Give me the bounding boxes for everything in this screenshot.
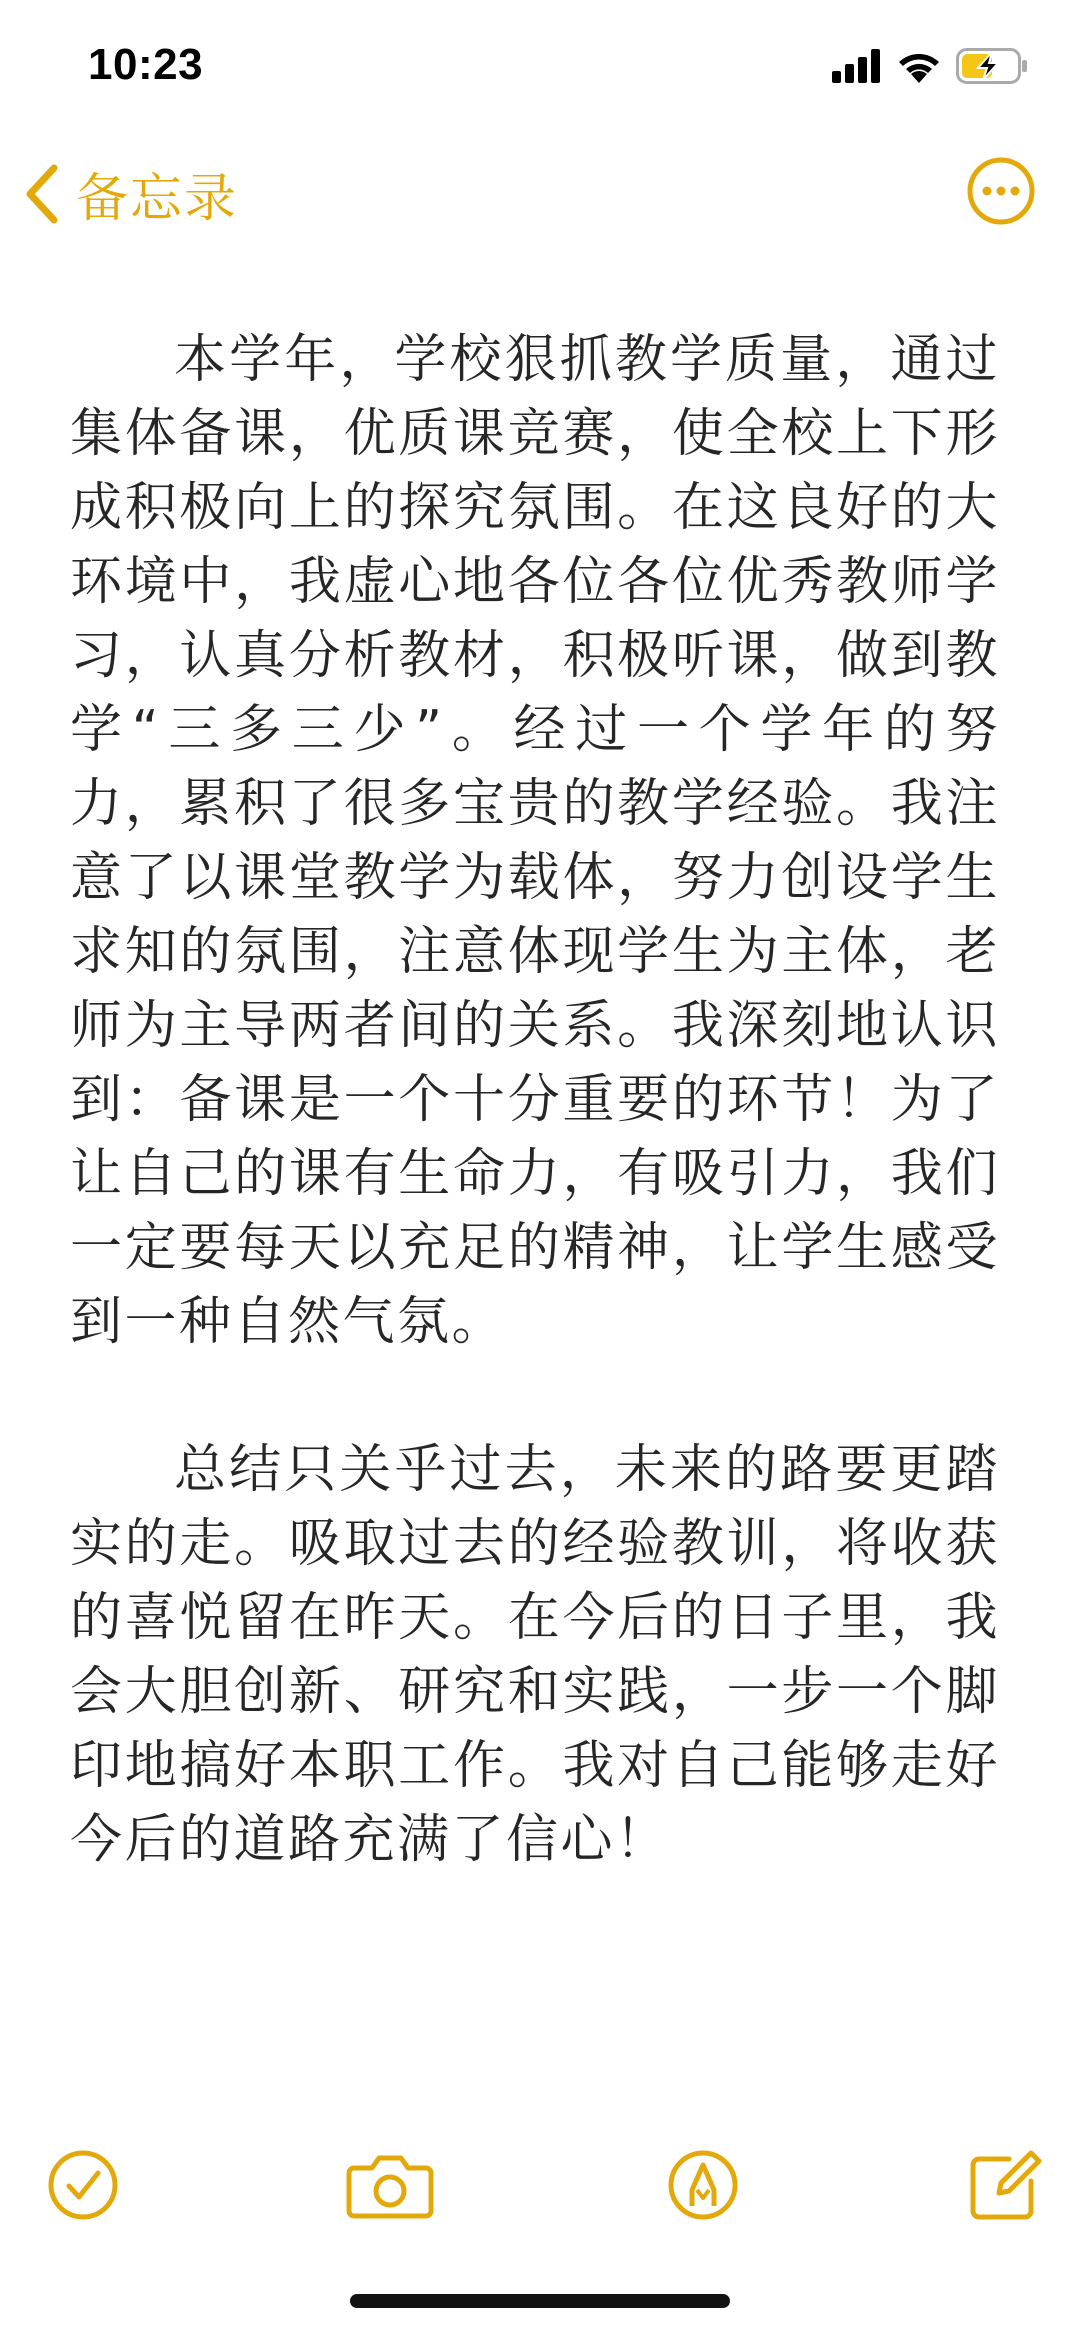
checklist-icon — [46, 2148, 120, 2222]
wifi-icon — [896, 49, 942, 83]
status-time: 10:23 — [88, 40, 204, 89]
back-button-label: 备忘录 — [76, 169, 239, 229]
checklist-button[interactable] — [38, 2140, 128, 2230]
nav-bar — [0, 140, 1080, 250]
cellular-signal-icon — [832, 49, 882, 83]
battery-charging-icon — [956, 48, 1028, 84]
back-button[interactable] — [22, 156, 238, 231]
status-bar — [0, 0, 1080, 130]
chevron-left-icon — [22, 162, 62, 226]
compose-icon — [965, 2145, 1045, 2225]
note-body[interactable] — [70, 323, 1000, 1877]
camera-button[interactable] — [345, 2140, 435, 2230]
camera-icon — [346, 2150, 434, 2220]
markup-pen-icon — [666, 2148, 740, 2222]
more-button[interactable] — [966, 156, 1036, 226]
markup-button[interactable] — [658, 2140, 748, 2230]
compose-button[interactable] — [960, 2140, 1050, 2230]
note-paragraph[interactable]: 总结只关乎过去，未来的路要更踏实的走。吸取过去的经验教训，将收获的喜悦留在昨天。在今后的日子里，我会大胆创新、研究和实践，一步一个脚印地搞好本职工作。我对自己能够走好今后的道路充满了信心！ — [70, 1440, 1000, 1870]
more-ellipsis-circle-icon — [966, 156, 1036, 226]
bottom-toolbar — [0, 2140, 1080, 2240]
home-indicator[interactable] — [350, 2294, 730, 2308]
status-icons — [832, 48, 1028, 84]
note-paragraph[interactable]: 本学年，学校狠抓教学质量，通过集体备课，优质课竞赛，使全校上下形成积极向上的探究氛围。在这良好的大环境中，我虚心地各位各位优秀教师学习，认真分析教材，积极听课，做到教学“三多三少”。经过一个学年的努力，累积了很多宝贵的教学经验。我注意了以课堂教学为载体，努力创设学生求知的氛围，注意体现学生为主体，老师为主导两者间的关系。我深刻地认识到：备课是一个十分重要的环节！为了让自己的课有生命力，有吸引力，我们一定要每天以充足的精神，让学生感受到一种自然气氛。 — [70, 330, 1000, 1352]
